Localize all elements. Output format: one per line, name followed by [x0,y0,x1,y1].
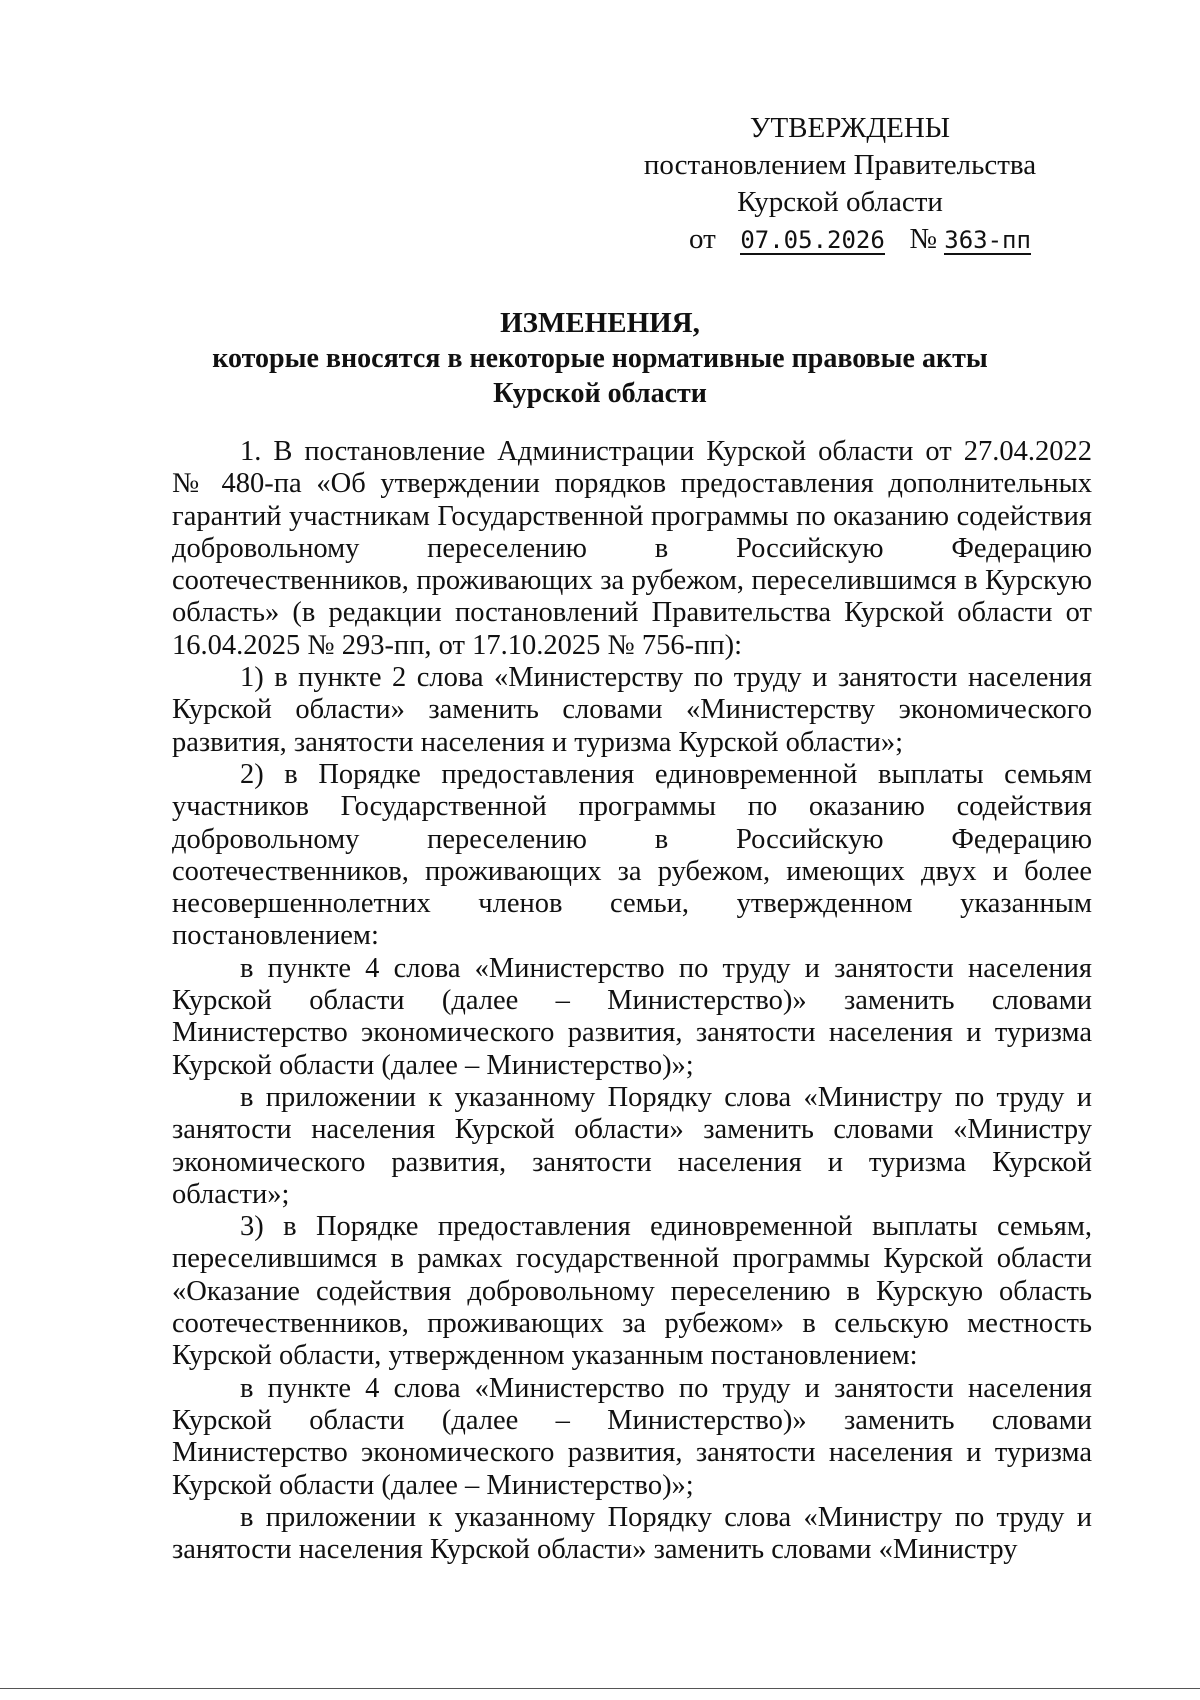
paragraph: 2) в Порядке предоставления единовременной выплаты семьям участников Государственной программы по оказанию содействия добровольному переселению в Российскую Федерацию соотечественников, проживающих за рубежом, имеющих двух и более несовершеннолетних членов семьи, утвержденном указанным постановлением: [172,758,1092,952]
paragraph: в пункте 4 слова «Министерство по труду и занятости населения Курской области (далее – Министерство)» заменить словами Министерство экономического развития, занятости населения и туризма Курской области (далее – Министерство)»; [172,1372,1092,1501]
paragraph: 3) в Порядке предоставления единовременной выплаты семьям, переселившимся в рамках государственной программы Курской области «Оказание содействия добровольному переселению в Курскую область соотечественников, проживающих за рубежом» в сельскую местность Курской области, утвержденном указанным постановлением: [172,1211,1092,1372]
approval-number-value: 363-пп [944,226,1031,254]
document-body [172,436,1092,1566]
approval-number-prefix: № [909,223,937,255]
paragraph: в приложении к указанному Порядку слова «Министру по труду и занятости населения Курской области» заменить словами «Министру экономического развития, занятости населения и туризма Курской области»; [172,1081,1092,1210]
approval-authority-line: постановлением Правительства [643,149,1037,181]
paragraph: в приложении к указанному Порядку слова «Министру по труду и занятости населения Курской области» заменить словами «Министру [172,1501,1092,1566]
document-subtitle-line-2: Курской области [493,378,707,409]
document-title: ИЗМЕНЕНИЯ, [500,307,700,339]
approval-date-line [620,221,1060,258]
approval-region-line: Курской области [737,186,943,218]
approval-heading: УТВЕРЖДЕНЫ [749,112,951,144]
approval-date-value: 07.05.2026 [740,226,885,254]
paragraph: 1. В постановление Администрации Курской области от 27.04.2022 № 480-па «Об утверждении порядков предоставления дополнительных гарантий участникам Государственной программы по оказанию содействия добровольному переселению в Российскую Федерацию соотечественников, проживающих за рубежом, переселившимся в Курскую область» (в редакции постановлений Правительства Курской области от 16.04.2025 № 293-пп, от 17.10.2025 № 756-пп): [172,436,1092,661]
paragraph: в пункте 4 слова «Министерство по труду и занятости населения Курской области (далее – Министерство)» заменить словами Министерство экономического развития, занятости населения и туризма Курской области (далее – Министерство)»; [172,952,1092,1081]
approval-stamp-block [620,110,1060,258]
approval-date-prefix: от [689,223,716,255]
document-subtitle-line-1: которые вносятся в некоторые нормативные правовые акты [212,343,988,374]
document-title-block [160,306,1040,411]
scan-edge-line [0,1688,1200,1689]
paragraph: 1) в пункте 2 слова «Министерству по труду и занятости населения Курской области» заменить словами «Министерству экономического развития, занятости населения и туризма Курской области»; [172,662,1092,758]
